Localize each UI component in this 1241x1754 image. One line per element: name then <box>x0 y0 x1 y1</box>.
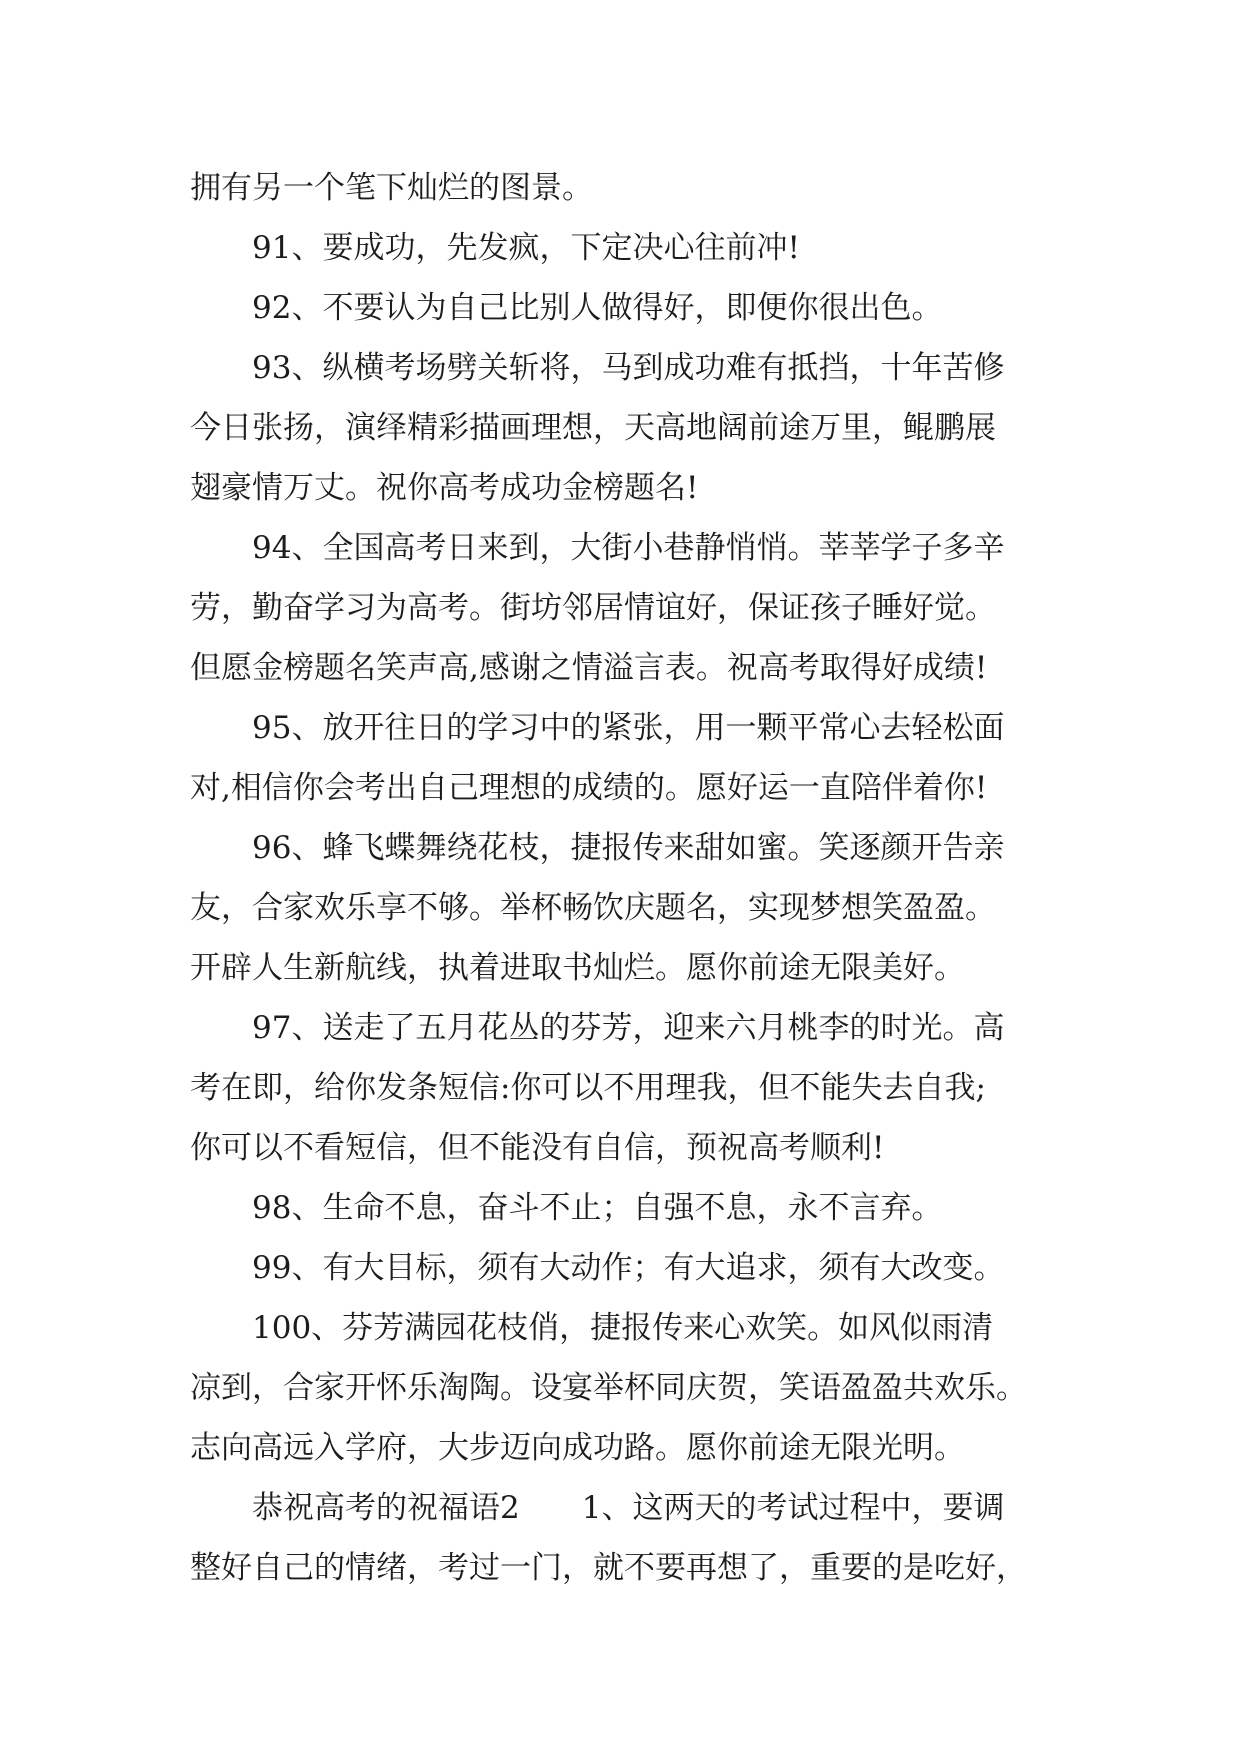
text-line <box>190 1178 1062 1238</box>
line-text: 志向高远入学府，大步迈向成功路。愿你前途无限光明。 <box>190 1430 965 1466</box>
line-text: 96、蜂飞蝶舞绕花枝，捷报传来甜如蜜。笑逐颜开告亲 <box>252 830 1005 866</box>
line-text: 99、有大目标，须有大动作；有大追求，须有大改变。 <box>252 1250 1005 1286</box>
line-text: 考在即，给你发条短信:你可以不用理我，但不能失去自我; <box>190 1070 986 1106</box>
line-text: 对,相信你会考出自己理想的成绩的。愿好运一直陪伴着你! <box>190 770 988 806</box>
text-line <box>190 398 1062 458</box>
line-text: 92、不要认为自己比别人做得好，即便你很出色。 <box>252 290 943 326</box>
text-line <box>190 578 1062 638</box>
text-line <box>190 458 1062 518</box>
text-line <box>190 218 1062 278</box>
line-text: 93、纵横考场劈关斩将，马到成功难有抵挡，十年苦修 <box>252 350 1005 386</box>
text-line <box>190 278 1062 338</box>
text-line <box>190 1418 1062 1478</box>
document-body <box>190 158 1062 1598</box>
text-line <box>190 338 1062 398</box>
line-text: 凉到，合家开怀乐淘陶。设宴举杯同庆贺，笑语盈盈共欢乐。 <box>190 1370 1027 1406</box>
text-line <box>190 1118 1062 1178</box>
line-text: 友，合家欢乐享不够。举杯畅饮庆题名，实现梦想笑盈盈。 <box>190 890 996 926</box>
text-line <box>190 698 1062 758</box>
line-text: 97、送走了五月花丛的芬芳，迎来六月桃李的时光。高 <box>252 1010 1005 1046</box>
text-line <box>190 638 1062 698</box>
line-text: 劳，勤奋学习为高考。街坊邻居情谊好，保证孩子睡好觉。 <box>190 590 996 626</box>
text-line <box>190 158 1062 218</box>
text-line <box>190 1538 1062 1598</box>
text-line <box>190 518 1062 578</box>
line-text: 100、芬芳满园花枝俏，捷报传来心欢笑。如风似雨清 <box>252 1310 994 1346</box>
text-line <box>190 1058 1062 1118</box>
line-text: 开辟人生新航线，执着进取书灿烂。愿你前途无限美好。 <box>190 950 965 986</box>
line-text: 整好自己的情绪，考过一门，就不要再想了，重要的是吃好， <box>190 1550 1027 1586</box>
text-line <box>190 878 1062 938</box>
line-text: 但愿金榜题名笑声高,感谢之情溢言表。祝高考取得好成绩! <box>190 650 988 686</box>
line-text: 95、放开往日的学习中的紧张，用一颗平常心去轻松面 <box>252 710 1005 746</box>
line-text: 恭祝高考的祝福语2 1、这两天的考试过程中，要调 <box>252 1490 1005 1526</box>
text-line <box>190 1298 1062 1358</box>
text-line <box>190 1358 1062 1418</box>
text-line <box>190 938 1062 998</box>
text-line <box>190 758 1062 818</box>
text-line <box>190 998 1062 1058</box>
line-text: 翅豪情万丈。祝你高考成功金榜题名! <box>190 470 699 506</box>
line-text: 91、要成功，先发疯，下定决心往前冲! <box>252 230 800 266</box>
text-line <box>190 1478 1062 1538</box>
line-text: 拥有另一个笔下灿烂的图景。 <box>190 170 593 206</box>
text-line <box>190 818 1062 878</box>
line-text: 94、全国高考日来到，大街小巷静悄悄。莘莘学子多辛 <box>252 530 1005 566</box>
line-text: 你可以不看短信，但不能没有自信，预祝高考顺利! <box>190 1130 885 1166</box>
line-text: 今日张扬，演绎精彩描画理想，天高地阔前途万里，鲲鹏展 <box>190 410 996 446</box>
text-line <box>190 1238 1062 1298</box>
line-text: 98、生命不息，奋斗不止；自强不息，永不言弃。 <box>252 1190 943 1226</box>
